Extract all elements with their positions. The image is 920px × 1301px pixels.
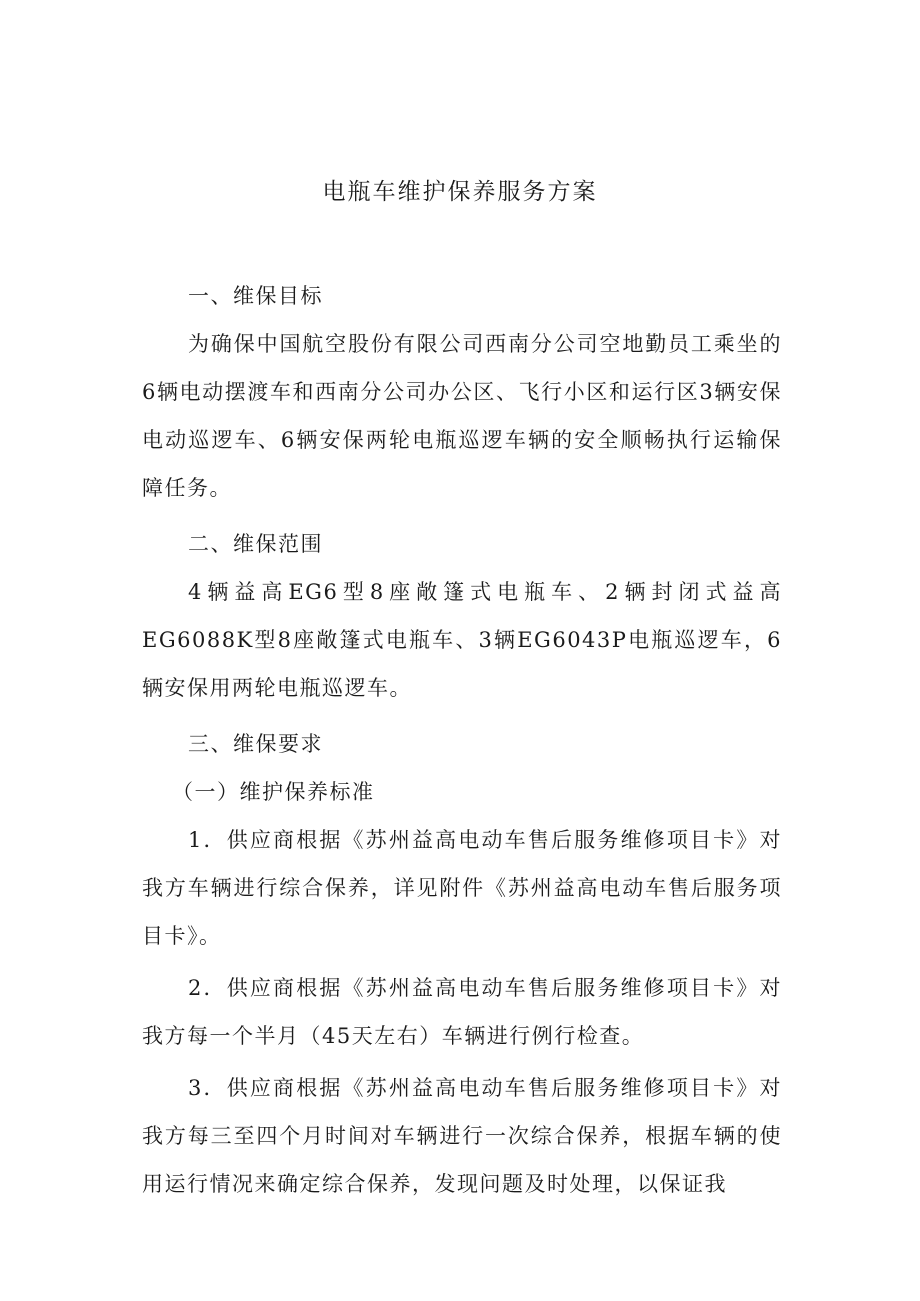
list-item: 1．供应商根据《苏州益高电动车售后服务维修项目卡》对我方车辆进行综合保养，详见附件《苏州益高电动车售后服务项目卡》。 [142,828,782,948]
section-heading-scope: 二、维保范围 [188,532,323,556]
section-heading-requirements: 三、维保要求 [188,732,323,756]
subsection-heading-standards: （一）维护保养标准 [172,780,375,804]
document-title: 电瓶车维护保养服务方案 [322,179,598,205]
list-item: 2．供应商根据《苏州益高电动车售后服务维修项目卡》对我方每一个半月（45天左右）车辆进行例行检查。 [142,976,782,1048]
list-item: 3．供应商根据《苏州益高电动车售后服务维修项目卡》对我方每三至四个月时间对车辆进行一次综合保养，根据车辆的使用运行情况来确定综合保养，发现问题及时处理，以保证我 [142,1076,782,1196]
document-body [142,268,782,1208]
section-body-goals: 为确保中国航空股份有限公司西南分公司空地勤员工乘坐的6辆电动摆渡车和西南分公司办公区、飞行小区和运行区3辆安保电动巡逻车、6辆安保两轮电瓶巡逻车辆的安全顺畅执行运输保障任务。 [142,332,782,500]
section-heading-goals: 一、维保目标 [188,284,323,308]
section-body-scope: 4辆益高EG6型8座敞篷式电瓶车、2辆封闭式益高EG6088K型8座敞篷式电瓶车、3辆EG6043P电瓶巡逻车，6辆安保用两轮电瓶巡逻车。 [142,580,782,700]
